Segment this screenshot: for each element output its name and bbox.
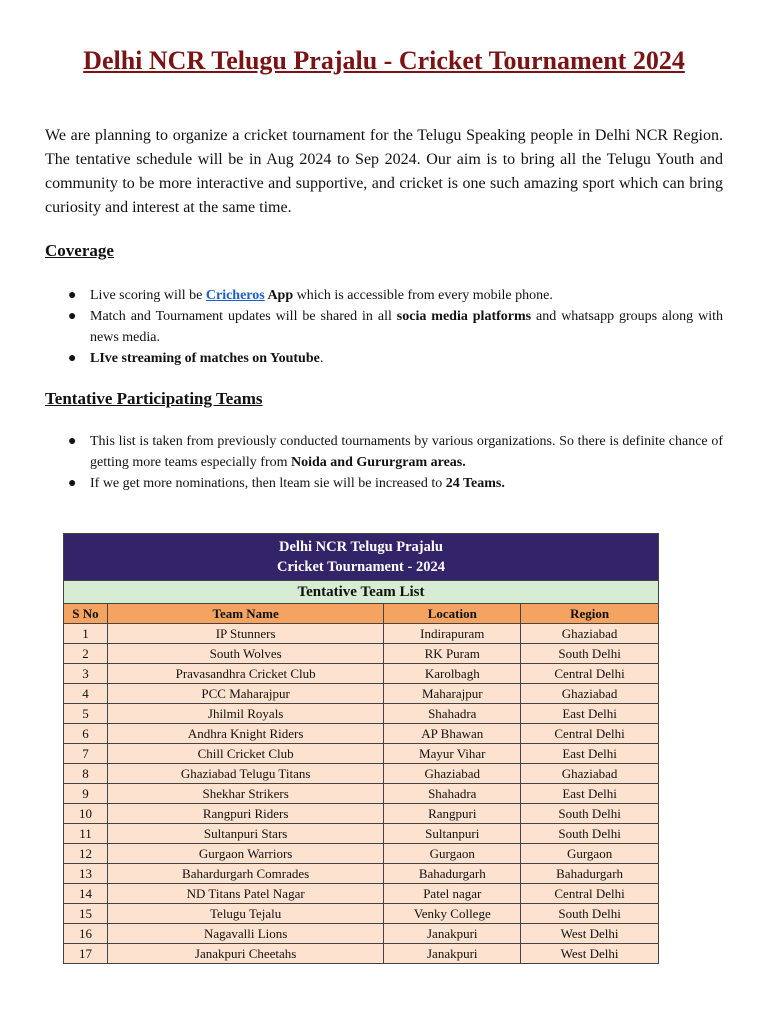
- location-cell: Venky College: [384, 904, 521, 924]
- region-cell: South Delhi: [521, 904, 659, 924]
- location-cell: Ghaziabad: [384, 764, 521, 784]
- table-row: [64, 884, 659, 904]
- bullet-icon: ●: [68, 309, 77, 324]
- table-row: [64, 624, 659, 644]
- region-cell: East Delhi: [521, 784, 659, 804]
- team-name-cell: Rangpuri Riders: [107, 804, 383, 824]
- region-cell: Ghaziabad: [521, 684, 659, 704]
- table-subtitle: Tentative Team List: [64, 581, 659, 604]
- team-name-cell: Gurgaon Warriors: [107, 844, 383, 864]
- team-name-cell: Shekhar Strikers: [107, 784, 383, 804]
- table-row: [64, 744, 659, 764]
- location-cell: AP Bhawan: [384, 724, 521, 744]
- region-cell: Central Delhi: [521, 664, 659, 684]
- team-name-cell: Pravasandhra Cricket Club: [107, 664, 383, 684]
- sno-cell: 10: [64, 804, 108, 824]
- team-name-cell: Sultanpuri Stars: [107, 824, 383, 844]
- sno-cell: 8: [64, 764, 108, 784]
- bullet-icon: ●: [68, 476, 77, 491]
- table-row: [64, 644, 659, 664]
- intro-paragraph: We are planning to organize a cricket tournament for the Telugu Speaking people in Delhi NCR Region. The tentative schedule will be in Aug 2024 to Sep 2024. Our aim is to bring all the Telugu Youth and community to be more interactive and supportive, and cricket is one such amazing sport which can bring curiosity and interest at the same time.: [45, 127, 723, 216]
- location-cell: Janakpuri: [384, 944, 521, 964]
- coverage-heading: Coverage: [45, 241, 114, 260]
- team-list-table: [63, 533, 659, 964]
- region-cell: Gurgaon: [521, 844, 659, 864]
- region-cell: Ghaziabad: [521, 624, 659, 644]
- team-name-cell: Telugu Tejalu: [107, 904, 383, 924]
- bullet-icon: ●: [68, 351, 77, 366]
- team-name-cell: Jhilmil Royals: [107, 704, 383, 724]
- coverage-list: [45, 285, 723, 369]
- table-row: [64, 704, 659, 724]
- table-row: [64, 844, 659, 864]
- region-cell: West Delhi: [521, 944, 659, 964]
- sno-cell: 17: [64, 944, 108, 964]
- region-cell: Central Delhi: [521, 724, 659, 744]
- team-name-cell: PCC Maharajpur: [107, 684, 383, 704]
- table-row: [64, 804, 659, 824]
- sno-cell: 13: [64, 864, 108, 884]
- teams-info-list: [45, 431, 723, 494]
- region-cell: South Delhi: [521, 824, 659, 844]
- column-header-location: Location: [384, 604, 521, 624]
- team-name-cell: Chill Cricket Club: [107, 744, 383, 764]
- region-cell: West Delhi: [521, 924, 659, 944]
- bullet-icon: ●: [68, 434, 77, 449]
- sno-cell: 1: [64, 624, 108, 644]
- sno-cell: 16: [64, 924, 108, 944]
- location-cell: Patel nagar: [384, 884, 521, 904]
- column-header-region: Region: [521, 604, 659, 624]
- bullet-icon: ●: [68, 288, 77, 303]
- list-item: ● LIve streaming of matches on Youtube.: [45, 348, 723, 369]
- region-cell: East Delhi: [521, 744, 659, 764]
- sno-cell: 14: [64, 884, 108, 904]
- table-title: Delhi NCR Telugu Prajalu Cricket Tournament - 2024: [64, 534, 659, 581]
- team-name-cell: Ghaziabad Telugu Titans: [107, 764, 383, 784]
- location-cell: Indirapuram: [384, 624, 521, 644]
- sno-cell: 4: [64, 684, 108, 704]
- table-row: [64, 924, 659, 944]
- team-name-cell: Janakpuri Cheetahs: [107, 944, 383, 964]
- sno-cell: 11: [64, 824, 108, 844]
- sno-cell: 7: [64, 744, 108, 764]
- table-row: [64, 824, 659, 844]
- table-row: [64, 864, 659, 884]
- location-cell: Karolbagh: [384, 664, 521, 684]
- sno-cell: 3: [64, 664, 108, 684]
- team-name-cell: Andhra Knight Riders: [107, 724, 383, 744]
- table-row: [64, 664, 659, 684]
- list-item: ● If we get more nominations, then lteam sie will be increased to 24 Teams.: [45, 473, 723, 494]
- sno-cell: 15: [64, 904, 108, 924]
- region-cell: Ghaziabad: [521, 764, 659, 784]
- list-item: ● This list is taken from previously conducted tournaments by various organizations. So there is definite chance of getting more teams especially from Noida and Gururgram areas.: [45, 431, 723, 473]
- location-cell: Shahadra: [384, 704, 521, 724]
- table-row: [64, 684, 659, 704]
- location-cell: RK Puram: [384, 644, 521, 664]
- team-name-cell: IP Stunners: [107, 624, 383, 644]
- sno-cell: 2: [64, 644, 108, 664]
- location-cell: Rangpuri: [384, 804, 521, 824]
- sno-cell: 5: [64, 704, 108, 724]
- teams-heading: Tentative Participating Teams: [45, 389, 263, 408]
- sno-cell: 12: [64, 844, 108, 864]
- table-row: [64, 944, 659, 964]
- region-cell: South Delhi: [521, 644, 659, 664]
- location-cell: Maharajpur: [384, 684, 521, 704]
- team-name-cell: South Wolves: [107, 644, 383, 664]
- list-item: ● Live scoring will be Cricheros App which is accessible from every mobile phone.: [45, 285, 723, 306]
- sno-cell: 9: [64, 784, 108, 804]
- location-cell: Sultanpuri: [384, 824, 521, 844]
- location-cell: Shahadra: [384, 784, 521, 804]
- location-cell: Mayur Vihar: [384, 744, 521, 764]
- region-cell: East Delhi: [521, 704, 659, 724]
- team-name-cell: Nagavalli Lions: [107, 924, 383, 944]
- cricheros-link[interactable]: Cricheros: [205, 288, 265, 303]
- region-cell: South Delhi: [521, 804, 659, 824]
- table-row: [64, 904, 659, 924]
- column-header-sno: S No: [64, 604, 108, 624]
- team-name-cell: ND Titans Patel Nagar: [107, 884, 383, 904]
- region-cell: Bahadurgarh: [521, 864, 659, 884]
- sno-cell: 6: [64, 724, 108, 744]
- location-cell: Gurgaon: [384, 844, 521, 864]
- column-header-team: Team Name: [107, 604, 383, 624]
- list-item: ● Match and Tournament updates will be shared in all socia media platforms and whatsapp groups along with news media.: [45, 306, 723, 348]
- region-cell: Central Delhi: [521, 884, 659, 904]
- table-row: [64, 764, 659, 784]
- location-cell: Janakpuri: [384, 924, 521, 944]
- team-name-cell: Bahardurgarh Comrades: [107, 864, 383, 884]
- location-cell: Bahadurgarh: [384, 864, 521, 884]
- page-title: Delhi NCR Telugu Prajalu - Cricket Tournament 2024: [83, 46, 685, 75]
- table-row: [64, 784, 659, 804]
- table-row: [64, 724, 659, 744]
